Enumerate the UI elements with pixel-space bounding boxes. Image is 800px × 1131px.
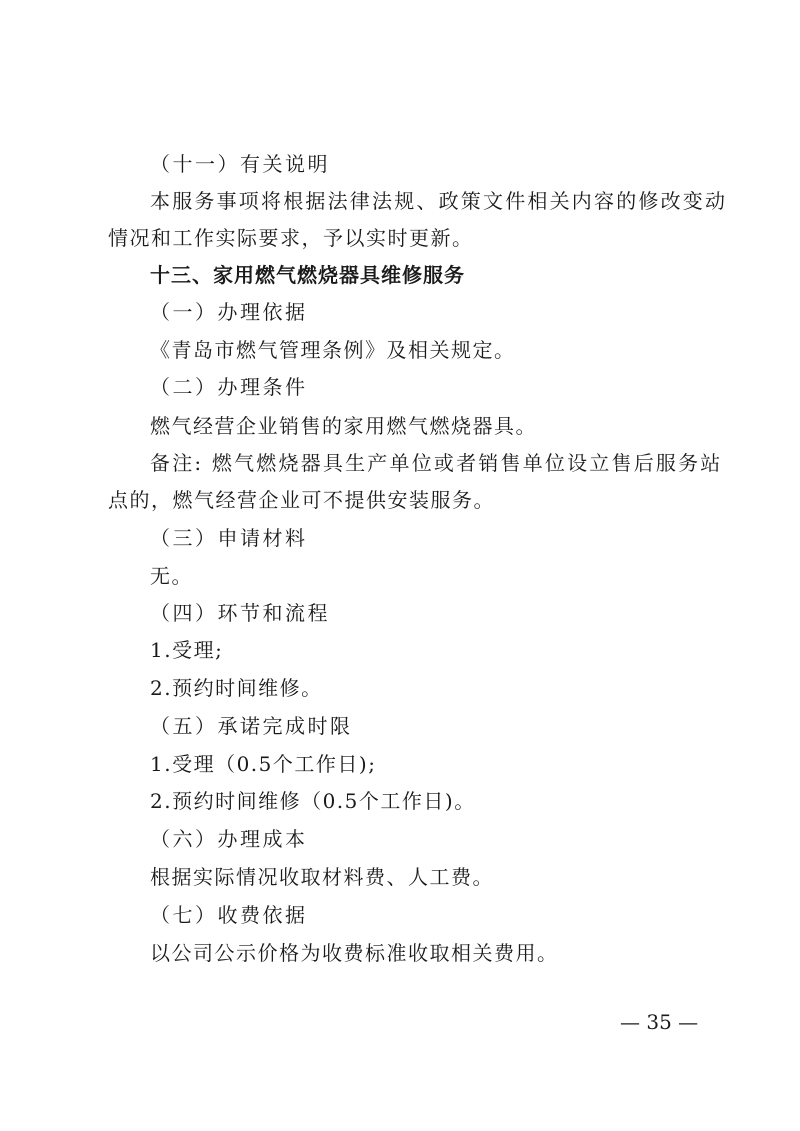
subsection-heading: （四）环节和流程 xyxy=(150,601,330,625)
subsection-heading: （二）办理条件 xyxy=(150,375,308,399)
subsection-heading: （七）收费依据 xyxy=(150,903,308,927)
list-item: 1.受理（0.5个工作日); xyxy=(150,752,377,776)
paragraph-line: 《青岛市燃气管理条例》及相关规定。 xyxy=(150,338,516,362)
subsection-heading: （六）办理成本 xyxy=(150,827,308,851)
note-line: 点的，燃气经营企业可不提供安装服务。 xyxy=(108,488,495,512)
list-item: 1.受理; xyxy=(150,638,224,662)
paragraph-line: 无。 xyxy=(150,564,193,588)
note-line: 备注: 燃气燃烧器具生产单位或者销售单位设立售后服务站 xyxy=(150,451,723,475)
subsection-heading: （一）办理依据 xyxy=(150,300,308,324)
list-item: 2.预约时间维修。 xyxy=(150,676,323,700)
paragraph-line: 燃气经营企业销售的家用燃气燃烧器具。 xyxy=(150,414,537,438)
paragraph-line: 根据实际情况收取材料费、人工费。 xyxy=(150,865,494,889)
section-11-heading: （十一）有关说明 xyxy=(150,152,330,176)
list-item: 2.预约时间维修（0.5个工作日)。 xyxy=(150,789,476,813)
subsection-heading: （三）申请材料 xyxy=(150,526,308,550)
subsection-heading: （五）承诺完成时限 xyxy=(150,714,353,738)
paragraph-line: 本服务事项将根据法律法规、政策文件相关内容的修改变动 xyxy=(150,189,728,213)
paragraph-line: 情况和工作实际要求，予以实时更新。 xyxy=(108,226,474,250)
paragraph-line: 以公司公示价格为收费标准收取相关费用。 xyxy=(150,941,559,965)
section-13-title: 十三、家用燃气燃烧器具维修服务 xyxy=(150,263,465,287)
page-number: — 35 — xyxy=(620,1010,699,1034)
